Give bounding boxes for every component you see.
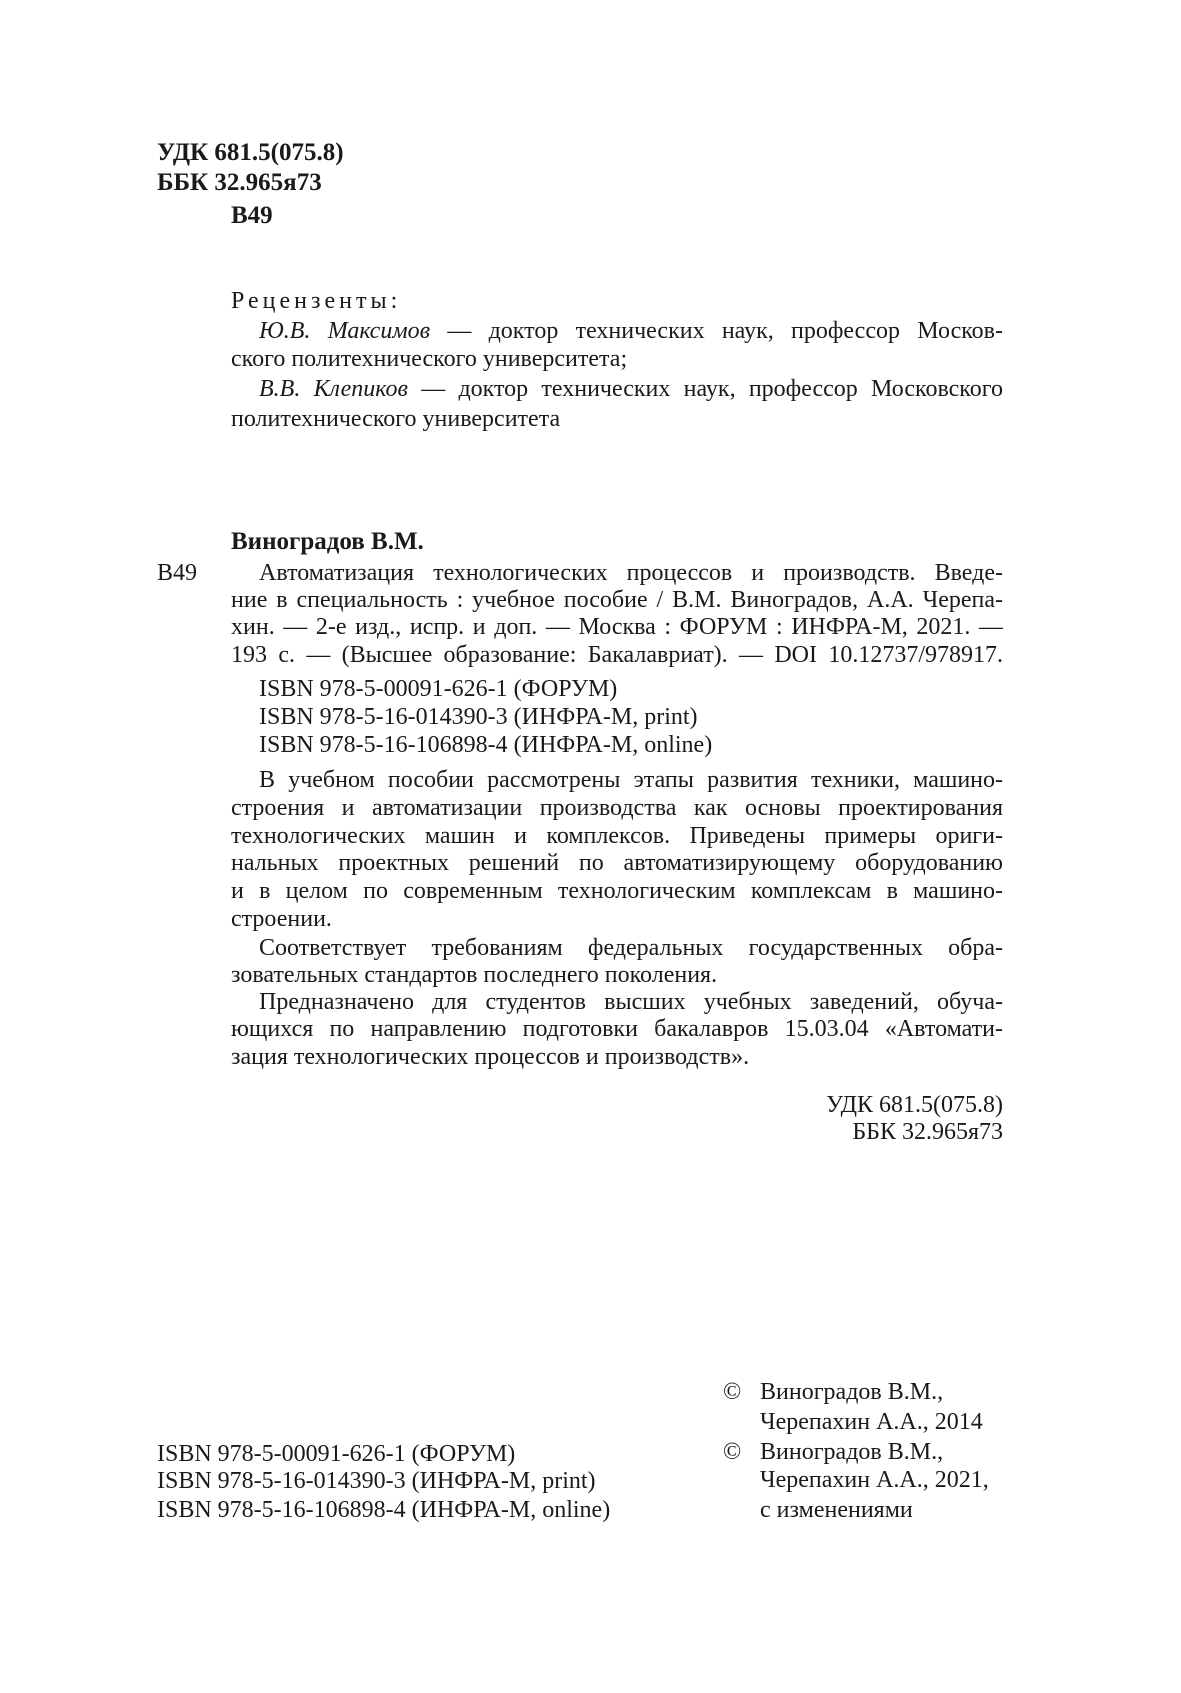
footer-isbn: ISBN 978-5-16-014390-3 (ИНФРА-М, print) <box>157 1468 596 1494</box>
standards-line: зовательных стандартов последнего поколения. <box>231 962 718 988</box>
copyright-holder: Виноградов В.М., <box>760 1439 944 1465</box>
abstract-line: В учебном пособии рассмотрены этапы развития техники, машино- <box>259 767 1003 793</box>
author-mark: В49 <box>231 202 273 229</box>
copyright-holder: Черепахин А.А., 2014 <box>760 1409 983 1435</box>
audience-line: ющихся по направлению подготовки бакалавров 15.03.04 «Автомати- <box>231 1016 1003 1042</box>
description-line: Автоматизация технологических процессов и производств. Введе- <box>259 560 1003 586</box>
abstract-line: нальных проектных решений по автоматизирующему оборудованию <box>231 850 1003 876</box>
copyright-note: с изменениями <box>760 1497 913 1523</box>
isbn-line: ISBN 978-5-16-014390-3 (ИНФРА-М, print) <box>259 704 698 730</box>
description-line: 193 с. — (Высшее образование: Бакалавриат). — DOI 10.12737/978917. <box>231 642 1003 668</box>
isbn-line: ISBN 978-5-00091-626-1 (ФОРУМ) <box>259 676 618 702</box>
reviewer-1 <box>259 317 1003 345</box>
udk-code: УДК 681.5(075.8) <box>157 139 344 166</box>
record-author: Виноградов В.М. <box>231 528 424 555</box>
copyright-holder: Виноградов В.М., <box>760 1379 944 1405</box>
abstract-line: и в целом по современным технологическим комплексам в машино- <box>231 878 1003 904</box>
abstract-line: технологических машин и комплексов. Приведены примеры ориги- <box>231 823 1003 849</box>
abstract-line: строении. <box>231 906 332 932</box>
audience-line: зация технологических процессов и производств». <box>231 1044 750 1070</box>
reviewer-title: — доктор технических наук, профессор Москов- <box>430 318 1003 344</box>
standards-line: Соответствует требованиям федеральных государственных обра- <box>259 935 1003 961</box>
reviewer-title: — доктор технических наук, профессор Московского <box>407 376 1003 402</box>
record-udk: УДК 681.5(075.8) <box>826 1092 1003 1118</box>
audience-line: Предназначено для студентов высших учебных заведений, обуча- <box>259 989 1003 1015</box>
description-line: хин. — 2-е изд., испр. и доп. — Москва : ФОРУМ : ИНФРА-М, 2021. — <box>231 614 1003 640</box>
reviewer-name: Ю.В. Максимов <box>259 318 431 344</box>
reviewers-heading: Рецензенты: <box>231 288 402 314</box>
abstract-line: строения и автоматизации производства как основы проектирования <box>231 795 1003 821</box>
reviewer-2-cont: политехнического университета <box>231 406 561 432</box>
copyright-icon: © <box>723 1379 742 1405</box>
record-mark: В49 <box>157 560 198 586</box>
bbk-code: ББК 32.965я73 <box>157 169 322 196</box>
footer-isbn: ISBN 978-5-00091-626-1 (ФОРУМ) <box>157 1441 516 1467</box>
record-bbk: ББК 32.965я73 <box>852 1119 1003 1145</box>
reviewer-name: В.В. Клепиков <box>259 376 408 402</box>
footer-isbn: ISBN 978-5-16-106898-4 (ИНФРА-М, online) <box>157 1497 611 1523</box>
description-line: ние в специальность : учебное пособие / В.М. Виноградов, А.А. Черепа- <box>231 587 1003 613</box>
copyright-icon: © <box>723 1439 742 1465</box>
reviewer-2 <box>259 375 1003 403</box>
isbn-line: ISBN 978-5-16-106898-4 (ИНФРА-М, online) <box>259 732 713 758</box>
copyright-holder: Черепахин А.А., 2021, <box>760 1467 989 1493</box>
reviewer-1-cont: ского политехнического университета; <box>231 346 628 372</box>
